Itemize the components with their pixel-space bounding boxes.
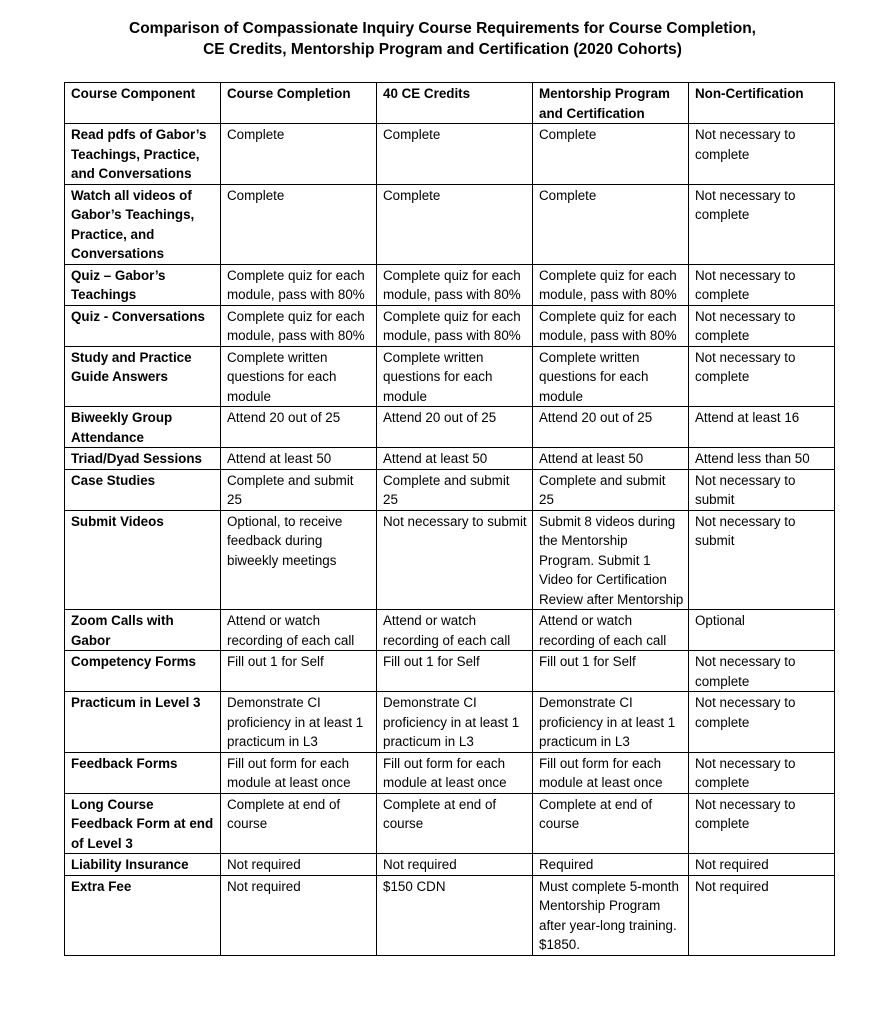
cell-non-certification: Not necessary to complete	[689, 793, 835, 854]
row-header: Practicum in Level 3	[65, 692, 221, 753]
cell-ce-credits: Complete quiz for each module, pass with 80%	[377, 264, 533, 305]
cell-mentorship: Required	[533, 854, 689, 876]
row-header: Read pdfs of Gabor’s Teachings, Practice, and Conversations	[65, 124, 221, 185]
cell-ce-credits: Complete and submit 25	[377, 469, 533, 510]
row-header: Quiz - Conversations	[65, 305, 221, 346]
cell-mentorship: Complete	[533, 124, 689, 185]
column-header-course-completion: Course Completion	[221, 83, 377, 124]
cell-ce-credits: Complete quiz for each module, pass with 80%	[377, 305, 533, 346]
cell-course-completion: Complete quiz for each module, pass with 80%	[221, 305, 377, 346]
cell-mentorship: Attend at least 50	[533, 448, 689, 470]
cell-course-completion: Not required	[221, 854, 377, 876]
table-header-row	[65, 83, 835, 124]
cell-mentorship: Attend or watch recording of each call	[533, 610, 689, 651]
cell-non-certification: Not required	[689, 875, 835, 955]
cell-non-certification: Not necessary to complete	[689, 184, 835, 264]
cell-mentorship: Attend 20 out of 25	[533, 407, 689, 448]
table-row	[65, 651, 835, 692]
requirements-table	[64, 82, 835, 956]
table-row	[65, 692, 835, 753]
cell-non-certification: Not necessary to submit	[689, 469, 835, 510]
cell-non-certification: Not required	[689, 854, 835, 876]
row-header: Quiz – Gabor’s Teachings	[65, 264, 221, 305]
cell-course-completion: Complete written questions for each module	[221, 346, 377, 407]
cell-course-completion: Attend or watch recording of each call	[221, 610, 377, 651]
table-row	[65, 407, 835, 448]
table-row	[65, 610, 835, 651]
table-body	[65, 124, 835, 956]
cell-non-certification: Attend less than 50	[689, 448, 835, 470]
cell-course-completion: Optional, to receive feedback during biweekly meetings	[221, 510, 377, 610]
cell-mentorship: Complete at end of course	[533, 793, 689, 854]
column-header-non-certification: Non-Certification	[689, 83, 835, 124]
cell-non-certification: Attend at least 16	[689, 407, 835, 448]
cell-course-completion: Complete	[221, 184, 377, 264]
column-header-mentorship: Mentorship Program and Certification	[533, 83, 689, 124]
table-row	[65, 346, 835, 407]
table-row	[65, 469, 835, 510]
row-header: Biweekly Group Attendance	[65, 407, 221, 448]
cell-mentorship: Complete	[533, 184, 689, 264]
cell-mentorship: Demonstrate CI proficiency in at least 1 practicum in L3	[533, 692, 689, 753]
cell-course-completion: Not required	[221, 875, 377, 955]
cell-mentorship: Submit 8 videos during the Mentorship Program. Submit 1 Video for Certification Review after Mentorship	[533, 510, 689, 610]
cell-course-completion: Attend 20 out of 25	[221, 407, 377, 448]
column-header-ce-credits: 40 CE Credits	[377, 83, 533, 124]
cell-non-certification: Not necessary to complete	[689, 692, 835, 753]
cell-ce-credits: Fill out 1 for Self	[377, 651, 533, 692]
table-row	[65, 448, 835, 470]
cell-non-certification: Not necessary to submit	[689, 510, 835, 610]
column-header-course-component: Course Component	[65, 83, 221, 124]
cell-course-completion: Fill out form for each module at least once	[221, 752, 377, 793]
cell-ce-credits: Complete	[377, 124, 533, 185]
row-header: Study and Practice Guide Answers	[65, 346, 221, 407]
cell-course-completion: Complete and submit 25	[221, 469, 377, 510]
cell-ce-credits: $150 CDN	[377, 875, 533, 955]
row-header: Feedback Forms	[65, 752, 221, 793]
cell-course-completion: Complete at end of course	[221, 793, 377, 854]
table-row	[65, 184, 835, 264]
cell-ce-credits: Not required	[377, 854, 533, 876]
cell-course-completion: Attend at least 50	[221, 448, 377, 470]
cell-non-certification: Not necessary to complete	[689, 305, 835, 346]
row-header: Competency Forms	[65, 651, 221, 692]
cell-ce-credits: Attend 20 out of 25	[377, 407, 533, 448]
row-header: Long Course Feedback Form at end of Level 3	[65, 793, 221, 854]
title-line-2: CE Credits, Mentorship Program and Certification (2020 Cohorts)	[203, 41, 682, 58]
cell-ce-credits: Not necessary to submit	[377, 510, 533, 610]
table-row	[65, 124, 835, 185]
cell-course-completion: Fill out 1 for Self	[221, 651, 377, 692]
cell-course-completion: Demonstrate CI proficiency in at least 1 practicum in L3	[221, 692, 377, 753]
title-line-1: Comparison of Compassionate Inquiry Course Requirements for Course Completion,	[129, 20, 756, 37]
table-row	[65, 305, 835, 346]
cell-non-certification: Not necessary to complete	[689, 124, 835, 185]
cell-non-certification: Not necessary to complete	[689, 346, 835, 407]
cell-course-completion: Complete	[221, 124, 377, 185]
cell-ce-credits: Demonstrate CI proficiency in at least 1 practicum in L3	[377, 692, 533, 753]
cell-course-completion: Complete quiz for each module, pass with 80%	[221, 264, 377, 305]
cell-non-certification: Not necessary to complete	[689, 264, 835, 305]
cell-mentorship: Fill out form for each module at least once	[533, 752, 689, 793]
cell-mentorship: Complete quiz for each module, pass with 80%	[533, 305, 689, 346]
table-row	[65, 793, 835, 854]
cell-mentorship: Complete written questions for each module	[533, 346, 689, 407]
row-header: Case Studies	[65, 469, 221, 510]
cell-ce-credits: Complete at end of course	[377, 793, 533, 854]
row-header: Zoom Calls with Gabor	[65, 610, 221, 651]
row-header: Liability Insurance	[65, 854, 221, 876]
row-header: Submit Videos	[65, 510, 221, 610]
cell-non-certification: Optional	[689, 610, 835, 651]
cell-mentorship: Complete and submit 25	[533, 469, 689, 510]
cell-mentorship: Must complete 5-month Mentorship Program after year-long training. $1850.	[533, 875, 689, 955]
cell-ce-credits: Attend at least 50	[377, 448, 533, 470]
cell-non-certification: Not necessary to complete	[689, 651, 835, 692]
cell-mentorship: Fill out 1 for Self	[533, 651, 689, 692]
table-row	[65, 510, 835, 610]
row-header: Triad/Dyad Sessions	[65, 448, 221, 470]
cell-ce-credits: Attend or watch recording of each call	[377, 610, 533, 651]
row-header: Extra Fee	[65, 875, 221, 955]
cell-ce-credits: Complete written questions for each module	[377, 346, 533, 407]
row-header: Watch all videos of Gabor’s Teachings, Practice, and Conversations	[65, 184, 221, 264]
cell-mentorship: Complete quiz for each module, pass with 80%	[533, 264, 689, 305]
table-row	[65, 854, 835, 876]
cell-ce-credits: Fill out form for each module at least once	[377, 752, 533, 793]
table-row	[65, 752, 835, 793]
table-row	[65, 875, 835, 955]
cell-ce-credits: Complete	[377, 184, 533, 264]
cell-non-certification: Not necessary to complete	[689, 752, 835, 793]
table-row	[65, 264, 835, 305]
document-title	[0, 18, 885, 60]
